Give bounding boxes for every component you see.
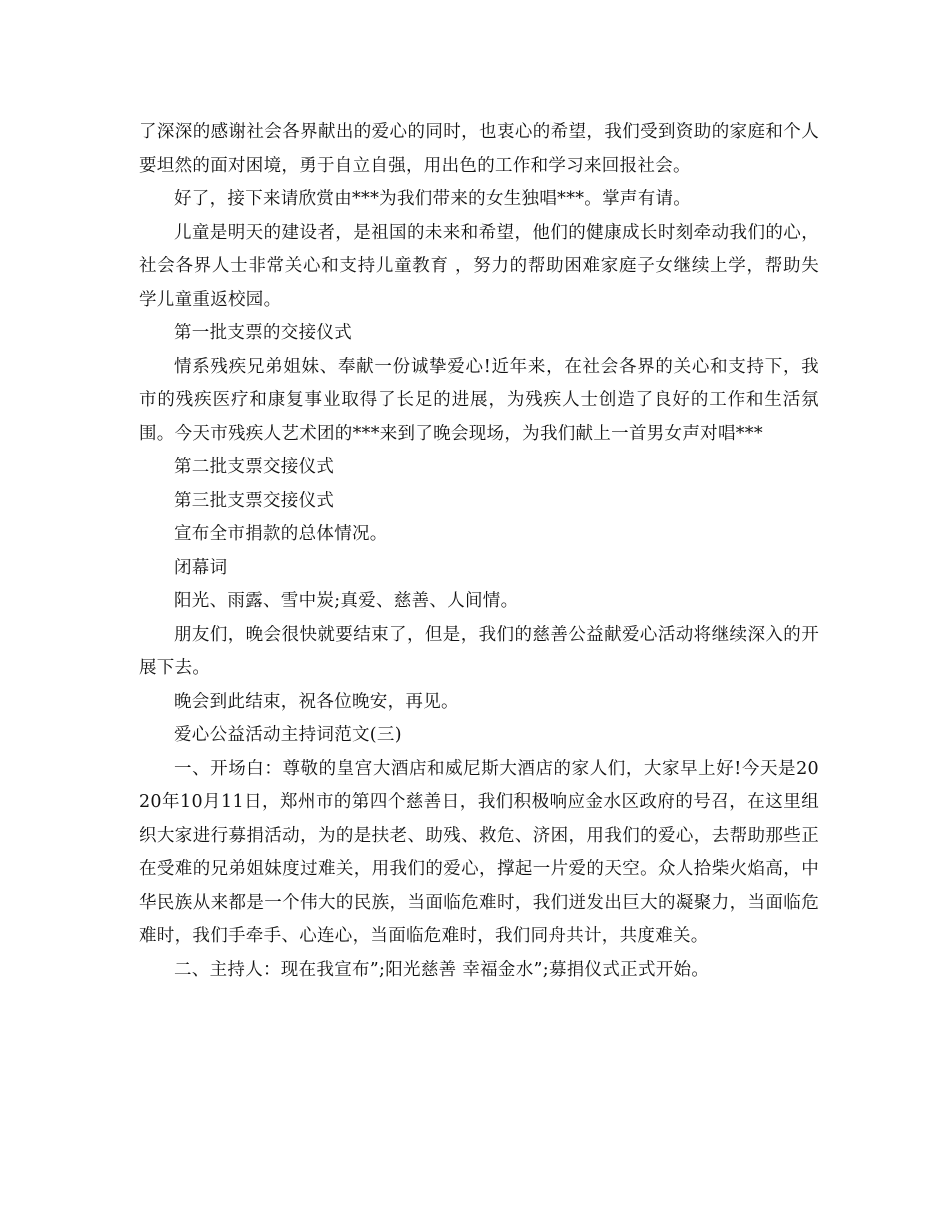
paragraph: 二、主持人：现在我宣布”;阳光慈善 幸福金水”;募捐仪式正式开始。 — [174, 959, 710, 980]
paragraph: 一、开场白：尊敬的皇宫大酒店和威尼斯大酒店的家人们，大家早上好!今天是2020年10月11日，郑州市的第四个慈善日，我们积极响应金水区政府的号召，在这里组织大家进行募捐活动，为的是扶老、助残、救危、济困，用我们的爱心，去帮助那些正在受难的兄弟姐妹度过难关，用我们的爱心，撑起一片爱的天空。众人拾柴火焰高，中华民族从来都是一个伟大的民族，当面临危难时，我们迸发出巨大的凝聚力，当面临危难时，我们手牵手、心连心，当面临危难时，我们同舟共计，共度难关。 — [139, 758, 819, 946]
section-heading: 闭幕词 — [174, 557, 228, 578]
paragraph: 情系残疾兄弟姐妹、奉献一份诚挚爱心!近年来，在社会各界的关心和支持下，我市的残疾医疗和康复事业取得了长足的进展，为残疾人士创造了良好的工作和生活氛围。今天市残疾人艺术团的***来到了晚会现场，为我们献上一首男女声对唱*** — [139, 356, 819, 444]
paragraph: 晚会到此结束，祝各位晚安，再见。 — [174, 691, 459, 712]
paragraph: 宣布全市捐款的总体情况。 — [174, 524, 388, 544]
paragraph: 好了，接下来请欣赏由***为我们带来的女生独唱***。掌声有请。 — [174, 189, 692, 209]
paragraph: 朋友们，晚会很快就要结束了，但是，我们的慈善公益献爱心活动将继续深入的开展下去。 — [139, 624, 819, 678]
paragraph: 儿童是明天的建设者，是祖国的未来和希望，他们的健康成长时刻牵动我们的心，社会各界人士非常关心和支持儿童教育 ，努力的帮助困难家庭子女继续上学，帮助失学儿童重返校园。 — [139, 222, 819, 310]
section-heading: 第三批支票交接仪式 — [174, 490, 335, 511]
section-heading: 第二批支票交接仪式 — [174, 457, 335, 477]
paragraph: 阳光、雨露、雪中炭;真爱、慈善、人间情。 — [174, 591, 519, 611]
document-body — [139, 116, 819, 987]
section-heading: 爱心公益活动主持词范文(三) — [174, 725, 402, 745]
paragraph: 了深深的感谢社会各界献出的爱心的同时，也衷心的希望，我们受到资助的家庭和个人要坦然的面对困境，勇于自立自强，用出色的工作和学习来回报社会。 — [139, 122, 819, 176]
section-heading: 第一批支票的交接仪式 — [174, 323, 352, 343]
